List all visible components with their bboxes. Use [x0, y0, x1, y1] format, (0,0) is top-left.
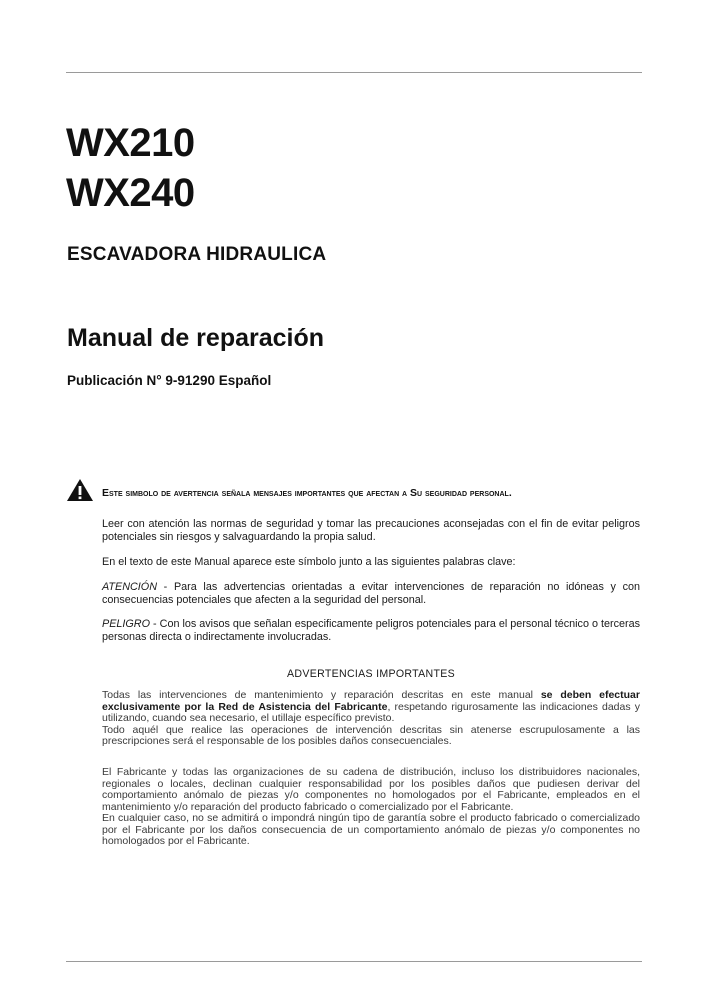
- advertencias-title: ADVERTENCIAS IMPORTANTES: [287, 668, 455, 680]
- publication-number: Publicación N° 9-91290 Español: [67, 373, 272, 388]
- manual-title: Manual de reparación: [67, 324, 325, 352]
- adv-p2: Todo aquél que realice las operaciones de intervención descritas sin atenerse escrupulosamente a las prescripciones será el responsable de los posibles daños consecuenciales.: [102, 723, 640, 747]
- peligro-text: - Con los avisos que señalan especificamente peligros potenciales para el personal técnico o terceras personas directa o indirectamente involucradas.: [102, 618, 640, 643]
- atencion-text: - Para las advertencias orientadas a evitar intervenciones de reparación no idóneas y con consecuencias potenciales que afecten a la seguridad del personal.: [102, 581, 640, 606]
- symbol-paragraph: En el texto de este Manual aparece este símbolo junto a las siguientes palabras clave:: [102, 556, 516, 568]
- warning-triangle-icon: [66, 478, 94, 502]
- top-rule: [66, 72, 642, 73]
- model-title-2: WX240: [66, 171, 195, 215]
- adv-p1-end: , respetando rigurosamente las indicaciones dadas y utilizando, cuando sea necesario, el utillaje específico previsto.: [102, 700, 640, 724]
- adv-p3: El Fabricante y todas las organizaciones de su cadena de distribución, incluso los distribuidores nacionales, regionales o locales, declinan cualquier responsabilidad por los posibles daños que pudiesen derivar del comportamiento anómalo de piezas y/o componentes no homologados por el Fabricante, empleados en el mantenimiento y/o reparación del producto fabricado o comercializado por el Fabricante.: [102, 766, 640, 813]
- atencion-label: ATENCIÓN: [102, 581, 157, 593]
- machine-type: ESCAVADORA HIDRAULICA: [67, 244, 327, 265]
- bottom-rule: [66, 961, 642, 962]
- model-title-1: WX210: [66, 121, 195, 165]
- warning-heading: Este simbolo de avertencia señala mensajes importantes que afectan a Su seguridad personal.: [102, 487, 512, 499]
- advertencias-block-1: [102, 690, 640, 748]
- peligro-label: PELIGRO: [102, 618, 151, 630]
- adv-p1-start: Todas las intervenciones de mantenimiento y reparación descritas en este manual: [102, 689, 541, 701]
- adv-p4: En cualquier caso, no se admitirá o impondrá ningún tipo de garantía sobre el producto fabricado o comercializado por el Fabricante por los daños consecuencia de un comportamiento anómalo de piezas y/o componentes no homologados por el Fabricante.: [102, 812, 640, 847]
- adv-p1-bold: se deben efectuar exclusivamente por la Red de Asistencia del Fabricante: [102, 689, 640, 713]
- atencion-paragraph: [102, 581, 640, 607]
- peligro-paragraph: [102, 618, 640, 644]
- safety-paragraph: Leer con atención las normas de seguridad y tomar las precauciones aconsejadas con el fin de evitar peligros potenciales sin riesgos y salvaguardando la propia salud.: [102, 518, 640, 543]
- advertencias-block-2: [102, 767, 640, 848]
